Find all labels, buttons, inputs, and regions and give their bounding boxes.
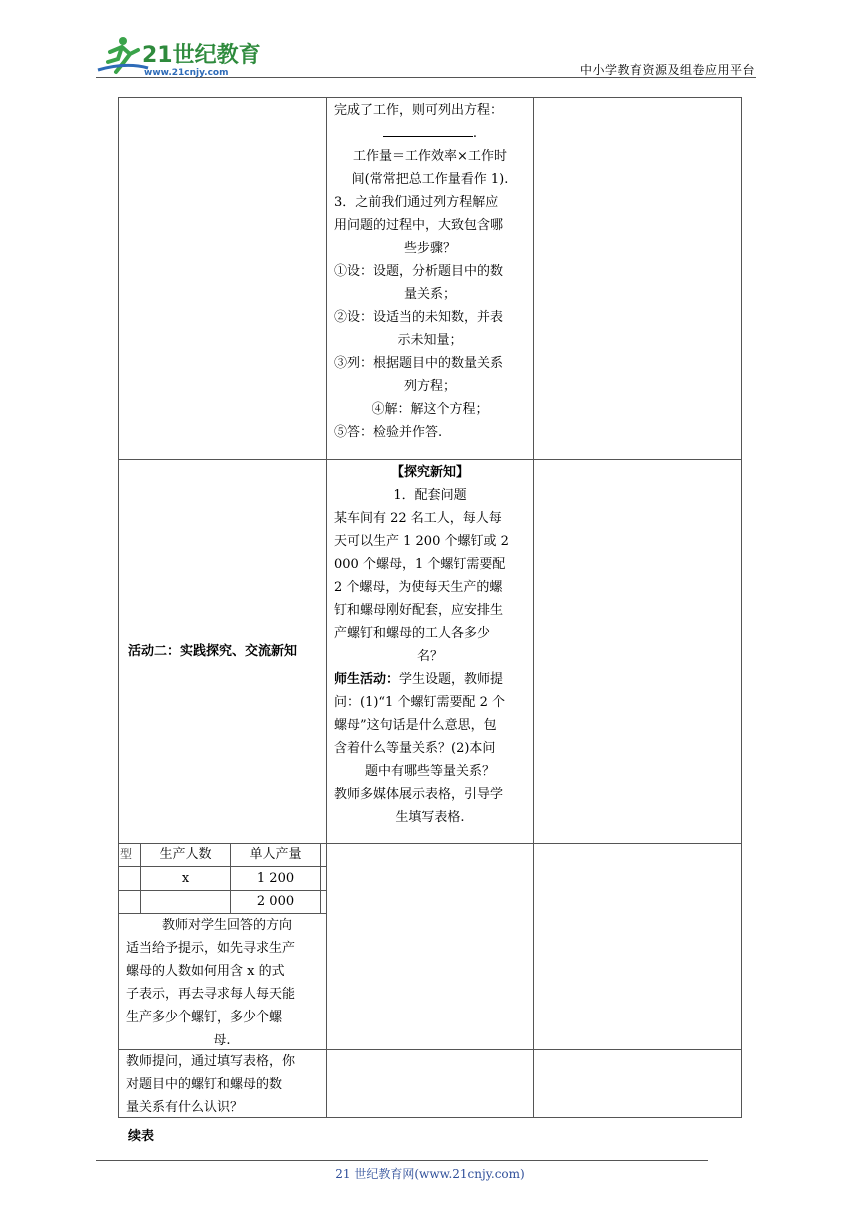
row3-content [120, 914, 324, 1052]
problem-line-3: 2 个螺母，为使每天生产的螺 [334, 580, 503, 595]
row1-line-8: ②设：设适当的未知数，并表 [334, 310, 504, 325]
inner-header-output: 单人产量 [249, 847, 302, 862]
row1-line-10: ③列：根据题目中的数量关系 [334, 356, 504, 371]
row2-content [328, 461, 532, 829]
row3-line-2: 螺母的人数如何用含 x 的式 [126, 964, 285, 979]
row1-line-5: 些步骤？ [403, 241, 456, 256]
row3-line-4: 生产多少个螺钉，多少个螺 [126, 1010, 283, 1025]
teacher-line-4: 题中有哪些等量关系？ [364, 764, 495, 779]
col-divider-2 [533, 97, 534, 1118]
inner-header-fragment: 型 [120, 847, 133, 861]
section-title: 【探究新知】 [390, 465, 469, 480]
row1-line-4: 用问题的过程中，大致包含哪 [334, 218, 504, 233]
row1-line-11: 列方程； [403, 379, 456, 394]
row1-line-9: 示未知量； [397, 333, 463, 348]
problem-line-6: 名？ [416, 649, 443, 664]
col-divider-1 [326, 97, 327, 1118]
inner-col-divider-3 [320, 843, 321, 913]
problem-line-5: 产螺钉和螺母的工人各多少 [334, 626, 491, 641]
equation-blank: . [328, 122, 532, 145]
row1-line-0: 完成了工作，则可列出方程： [334, 103, 504, 118]
teacher-line-5: 教师多媒体展示表格，引导学 [334, 787, 504, 802]
svg-text:www.21cnjy.com: www.21cnjy.com [144, 68, 229, 78]
row1-line-1: 工作量＝工作效率×工作时 [353, 149, 507, 164]
row1-line-13: ⑤答：检验并作答. [334, 425, 443, 440]
row3-line-3: 子表示，再去寻求每人每天能 [126, 987, 296, 1002]
inner-row1-people: x [181, 871, 190, 886]
inner-header-people: 生产人数 [159, 847, 212, 862]
footer-divider [96, 1160, 708, 1161]
teacher-line-1: 问：(1)“1 个螺钉需要配 2 个 [334, 695, 505, 710]
row3-line-1: 适当给予提示，如先寻求生产 [126, 941, 296, 956]
problem-line-0: 某车间有 22 名工人，每人每 [334, 511, 502, 526]
teacher-line-0: 师生活动：学生设题，教师提 [334, 672, 504, 687]
row1-line-12: ④解：解这个方程； [371, 402, 489, 417]
svg-text:21世纪教育: 21世纪教育 [142, 43, 261, 68]
footer-text[interactable]: 21 世纪教育网(www.21cnjy.com) [335, 1167, 525, 1181]
row-divider-1 [118, 459, 742, 460]
problem-line-2: 000 个螺母，1 个螺钉需要配 [334, 557, 506, 572]
teacher-line-6: 生填写表格. [395, 810, 465, 825]
row1-line-2: 间(常常把总工作量看作 1). [351, 172, 509, 187]
header-divider [96, 77, 756, 78]
row1-line-3: 3．之前我们通过列方程解应 [334, 195, 499, 210]
row4-line-0: 教师提问，通过填写表格，你 [126, 1054, 296, 1069]
row4-line-2: 量关系有什么认识？ [126, 1100, 244, 1115]
row4-content [120, 1050, 324, 1119]
teacher-line-2: 螺母”这句话是什么意思，包 [334, 718, 497, 733]
row4-line-1: 对题目中的螺钉和螺母的数 [126, 1077, 283, 1092]
continued-label: 续表 [128, 1129, 155, 1144]
inner-row2-output: 2 000 [256, 894, 295, 909]
platform-name: 中小学教育资源及组卷应用平台 [579, 63, 755, 77]
logo-runner-icon [96, 32, 266, 80]
problem-line-1: 天可以生产 1 200 个螺钉或 2 [334, 534, 509, 549]
row3-line-5: 母. [213, 1033, 231, 1048]
inner-row1-output: 1 200 [256, 871, 295, 886]
subtitle: 1．配套问题 [393, 488, 467, 503]
row3-line-0: 教师对学生回答的方向 [162, 918, 293, 933]
site-logo [96, 32, 266, 80]
row1-line-6: ①设：设题，分析题目中的数 [334, 264, 504, 279]
teacher-line-3: 含着什么等量关系？(2)本问 [334, 741, 496, 756]
row1-content [328, 99, 532, 444]
row1-line-7: 量关系； [403, 287, 456, 302]
problem-line-4: 钉和螺母刚好配套，应安排生 [334, 603, 504, 618]
activity-label: 活动二：实践探究、交流新知 [128, 644, 298, 659]
